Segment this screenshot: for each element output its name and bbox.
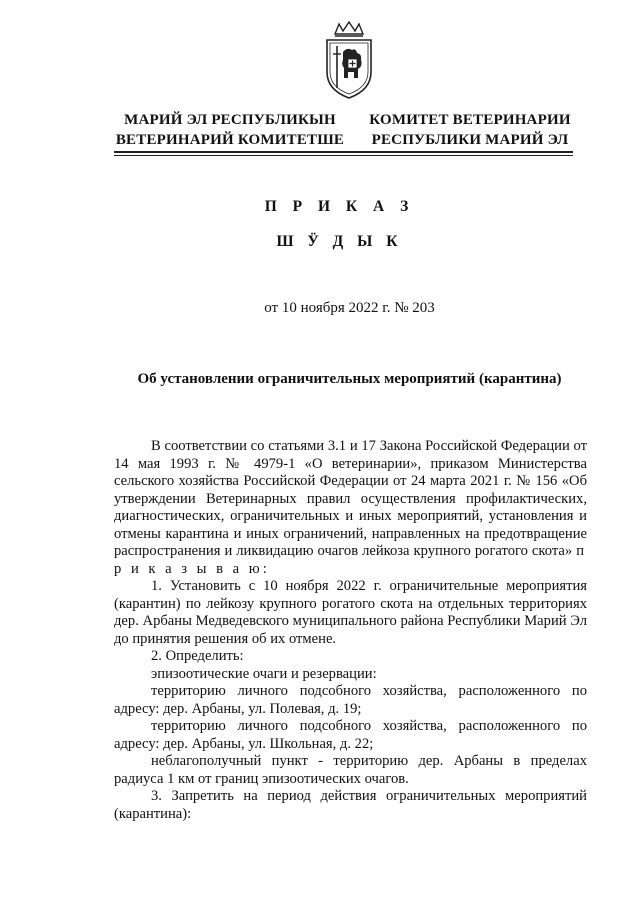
header-divider-thick [114, 151, 573, 153]
document-body [114, 438, 587, 823]
paragraph-preamble [114, 438, 587, 578]
paragraph-2-address-1: территорию личного подсобного хозяйства, расположенного по адресу: дер. Арбаны, ул. Полевая, д. 19; [114, 683, 587, 717]
document-date: от 10 ноября 2022 г. № 203 [264, 300, 435, 316]
document-title-ru: П Р И К А З [264, 198, 415, 215]
header-right [350, 110, 590, 150]
paragraph-2-address-2: территорию личного подсобного хозяйства, расположенного по адресу: дер. Арбаны, ул. Школьная, д. 22; [114, 718, 587, 752]
header-left [100, 110, 360, 150]
order-word: п р и к а з ы в а ю: [114, 543, 587, 577]
header-left-line1: МАРИЙ ЭЛ РЕСПУБЛИКЫН [124, 112, 336, 128]
preamble-text: В соответствии со статьями 3.1 и 17 Закона Российской Федерации от 14 мая 1993 г. № 4979-1 «О ветеринарии», приказом Министерства сельского хозяйства Российской Федерации от 24 марта 2021 г. № 156 «Об утверждении Ветеринарных правил осуществления профилактических, диагностических, ограничительных и иных мероприятий, установления и отмены карантина и иных ограничений, направленных на предотвращение распространения и ликвидацию очагов лейкоза крупного рогатого скота» [114, 438, 587, 559]
paragraph-2-foci: эпизоотические очаги и резервации: [151, 665, 377, 682]
document-title-mari: Ш Ӱ Д Ы К [276, 233, 403, 250]
paragraph-2-unsafe-area: неблагополучный пункт - территорию дер. Арбаны в пределах радиуса 1 км от границ эпизоотических очагов. [114, 753, 587, 787]
header-right-line1: КОМИТЕТ ВЕТЕРИНАРИИ [369, 112, 571, 128]
mari-el-coat-of-arms-icon [321, 20, 377, 100]
paragraph-3: 3. Запретить на период действия ограничительных мероприятий (карантина): [114, 788, 587, 822]
paragraph-1: 1. Установить с 10 ноября 2022 г. ограничительные мероприятия (карантин) по лейкозу крупного рогатого скота на отдельных территориях дер. Арбаны Медведевского муниципального района Республики Марий Эл до принятия решения об их отмене. [114, 578, 587, 647]
header-divider-thin [114, 155, 573, 156]
header-left-line2: ВЕТЕРИНАРИЙ КОМИТЕТШЕ [115, 132, 345, 148]
header-right-line2: РЕСПУБЛИКИ МАРИЙ ЭЛ [371, 132, 569, 148]
paragraph-2: 2. Определить: [151, 648, 244, 664]
document-subject: Об установлении ограничительных мероприятий (карантина) [137, 371, 562, 387]
